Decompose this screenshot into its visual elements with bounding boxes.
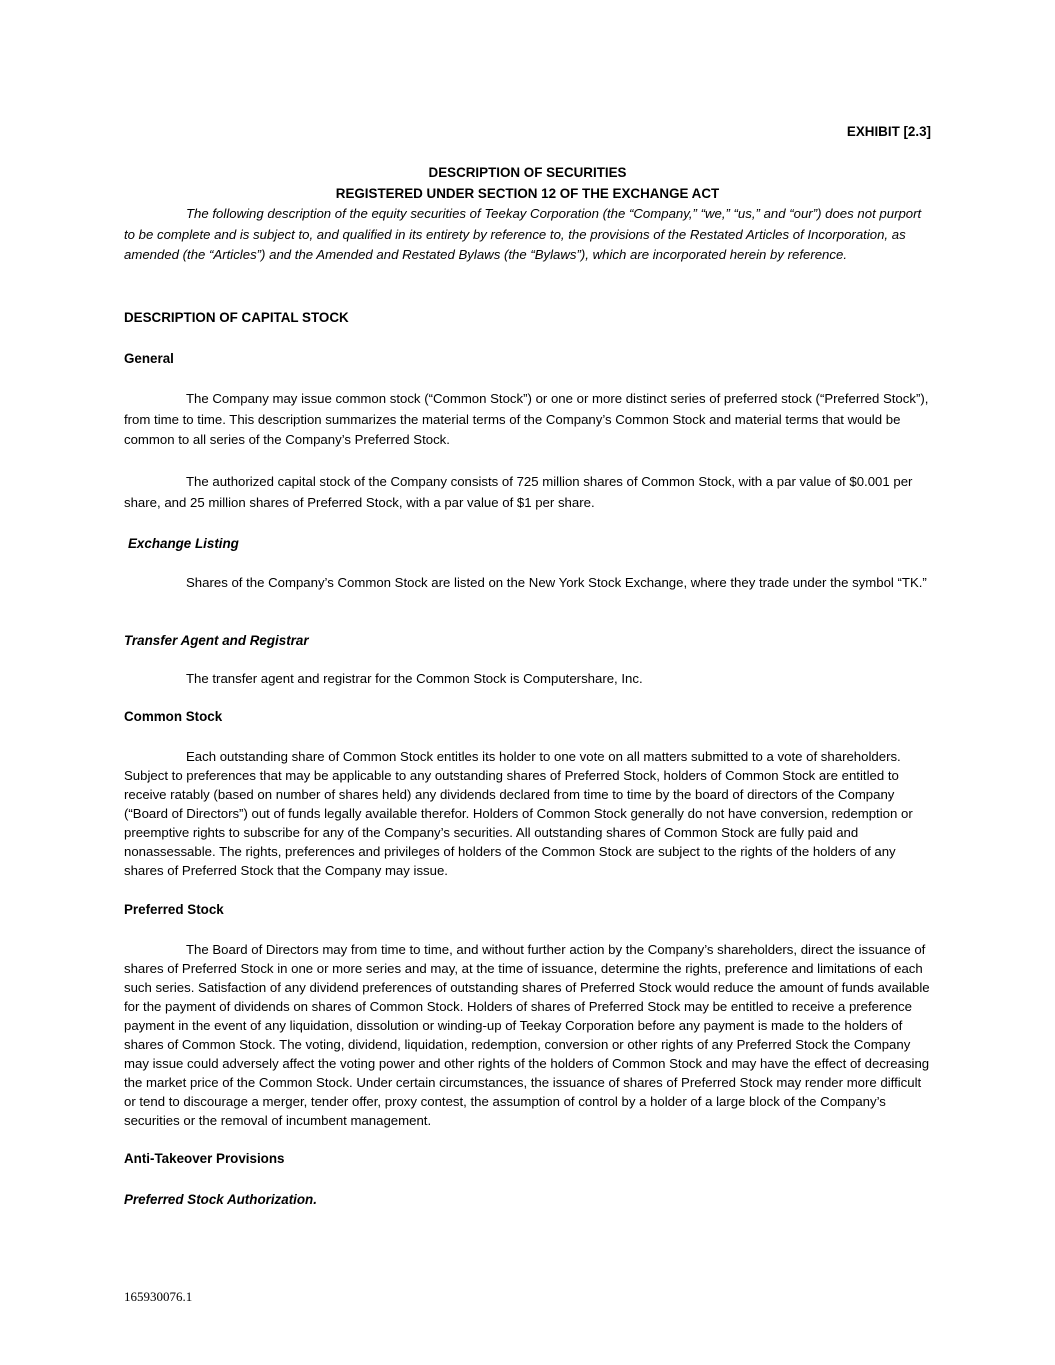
common-stock-heading: Common Stock [124,709,223,724]
anti-takeover-heading: Anti-Takeover Provisions [124,1151,285,1166]
document-title-line-1: DESCRIPTION OF SECURITIES [428,165,627,180]
common-stock-paragraph: Each outstanding share of Common Stock entitles its holder to one vote on all matters submitted to a vote of shareholders. Subject to preferences that may be applicable to any outstanding shares of Preferred Stock, holders of Common Stock are entitled to receive ratably (based on number of shares held) any dividends declared from time to time by the board of directors of the Company (“Board of Directors”) out of funds legally available therefor. Holders of Common Stock generally do not have conversion, redemption or preemptive rights to subscribe for any of the Company’s securities. All outstanding shares of Common Stock are fully paid and nonassessable. The rights, preferences and privileges of holders of the Common Stock are subject to the rights of the holders of any shares of Preferred Stock that the Company may issue. [124,749,913,878]
footer-document-code: 165930076.1 [124,1289,193,1304]
general-paragraph-1: The Company may issue common stock (“Common Stock”) or one or more distinct series of preferred stock (“Preferred Stock”), from time to time. This description summarizes the material terms of the Company’s Common Stock and material terms that would be common to all series of the Company’s Preferred Stock. [124,391,929,448]
general-heading: General [124,351,174,366]
exchange-listing-heading: Exchange Listing [128,536,239,551]
preferred-stock-authorization-heading: Preferred Stock Authorization. [124,1192,317,1207]
intro-paragraph: The following description of the equity securities of Teekay Corporation (the “Company,” “we,” “us,” and “our”) does not purport to be complete and is subject to, and qualified in its entirety by reference to, the provisions of the Restated Articles of Incorporation, as amended (the “Articles”) and the Amended and Restated Bylaws (the “Bylaws”), which are incorporated herein by reference. [124,206,922,263]
document-title-line-2: REGISTERED UNDER SECTION 12 OF THE EXCHANGE ACT [335,186,720,201]
transfer-agent-heading: Transfer Agent and Registrar [124,633,309,648]
exhibit-label: EXHIBIT [2.3] [846,124,931,139]
capital-stock-heading: DESCRIPTION OF CAPITAL STOCK [124,310,349,325]
preferred-stock-paragraph: The Board of Directors may from time to time, and without further action by the Company’s shareholders, direct the issuance of shares of Preferred Stock in one or more series and may, at the time of issuance, determine the rights, preference and limitations of each such series. Satisfaction of any dividend preferences of outstanding shares of Preferred Stock would reduce the amount of funds available for the payment of dividends on shares of Common Stock. Holders of shares of Preferred Stock may be entitled to receive a preference payment in the event of any liquidation, dissolution or winding-up of Teekay Corporation before any payment is made to the holders of shares of Common Stock. The voting, dividend, liquidation, redemption, conversion or other rights of any Preferred Stock the Company may issue could adversely affect the voting power and other rights of the holders of Common Stock and may have the effect of decreasing the market price of the Common Stock. Under certain circumstances, the issuance of shares of Preferred Stock may render more difficult or tend to discourage a merger, tender offer, proxy contest, the assumption of control by a holder of a large block of the Company’s securities or the removal of incumbent management. [124,942,930,1128]
transfer-agent-paragraph: The transfer agent and registrar for the Common Stock is Computershare, Inc. [186,671,643,686]
general-paragraph-2: The authorized capital stock of the Company consists of 725 million shares of Common Stock, with a par value of $0.001 per share, and 25 million shares of Preferred Stock, with a par value of $1 per share. [124,474,913,510]
exchange-listing-paragraph: Shares of the Company’s Common Stock are listed on the New York Stock Exchange, where they trade under the symbol “TK.” [186,575,927,590]
preferred-stock-heading: Preferred Stock [124,902,224,917]
